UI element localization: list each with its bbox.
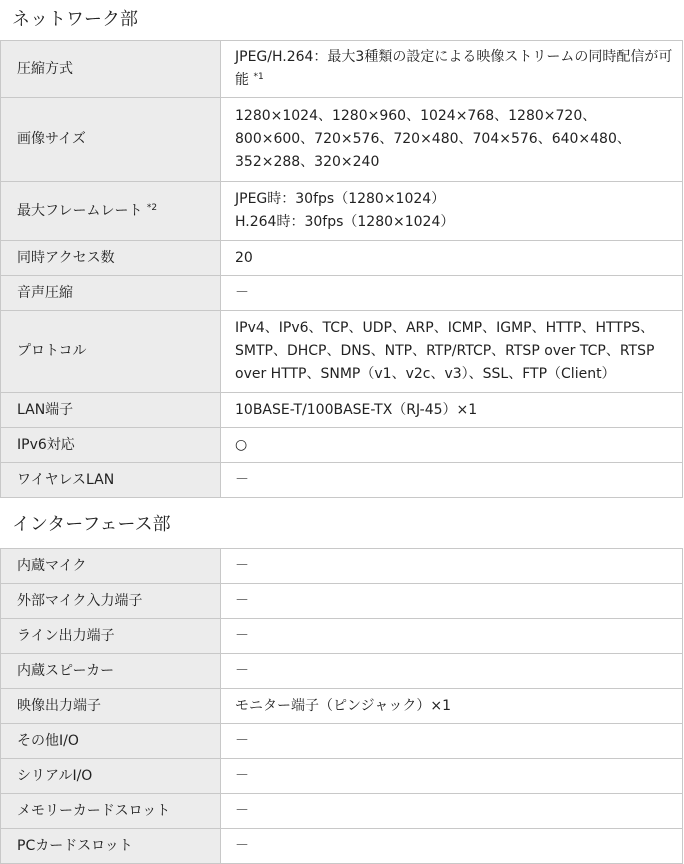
table-row bbox=[1, 654, 683, 689]
section-title-network: ネットワーク部 bbox=[12, 9, 138, 30]
row-label: シリアルI/O bbox=[1, 759, 221, 794]
row-label: ライン出力端子 bbox=[1, 619, 221, 654]
table-row bbox=[1, 794, 683, 829]
row-label: 音声圧縮 bbox=[1, 276, 221, 311]
table-row bbox=[1, 584, 683, 619]
value-line: JPEG時：30fps（1280×1024） bbox=[235, 191, 446, 207]
row-label: 同時アクセス数 bbox=[1, 241, 221, 276]
row-label: PCカードスロット bbox=[1, 829, 221, 864]
row-value: IPv4、IPv6、TCP、UDP、ARP、ICMP、IGMP、HTTP、HTTPS、SMTP、DHCP、DNS、NTP、RTP/RTCP、RTSP over TCP、RTSP over HTTP、SNMP（v1、v2c、v3）、SSL、FTP（Client） bbox=[221, 311, 683, 393]
footnote-marker: *2 bbox=[146, 202, 158, 213]
table-row bbox=[1, 98, 683, 182]
value-line: H.264時：30fps（1280×1024） bbox=[235, 214, 455, 230]
row-value: － bbox=[221, 794, 683, 829]
row-label: 画像サイズ bbox=[1, 98, 221, 182]
circle-mark-icon: ○ bbox=[235, 436, 248, 453]
row-label: 最大フレームレート $^{*2}$ bbox=[1, 182, 221, 241]
section-title-interface: インターフェース部 bbox=[12, 514, 171, 535]
table-row bbox=[1, 759, 683, 794]
table-row bbox=[1, 241, 683, 276]
table-row bbox=[1, 276, 683, 311]
row-label: 内蔵スピーカー bbox=[1, 654, 221, 689]
row-label: その他I/O bbox=[1, 724, 221, 759]
row-value bbox=[221, 182, 683, 241]
row-value: － bbox=[221, 549, 683, 584]
row-value: － bbox=[221, 829, 683, 864]
row-label: プロトコル bbox=[1, 311, 221, 393]
row-value: － bbox=[221, 463, 683, 498]
table-row bbox=[1, 393, 683, 428]
row-value: － bbox=[221, 276, 683, 311]
table-row bbox=[1, 724, 683, 759]
table-row bbox=[1, 689, 683, 724]
table-row bbox=[1, 428, 683, 463]
row-label: IPv6対応 bbox=[1, 428, 221, 463]
table-row bbox=[1, 311, 683, 393]
row-value: モニター端子（ピンジャック）×1 bbox=[221, 689, 683, 724]
network-spec-table bbox=[0, 40, 683, 498]
row-value: － bbox=[221, 584, 683, 619]
row-value: 20 bbox=[221, 241, 683, 276]
row-value: 10BASE-T/100BASE-TX（RJ-45）×1 bbox=[221, 393, 683, 428]
table-row bbox=[1, 182, 683, 241]
table-row bbox=[1, 829, 683, 864]
row-label: メモリーカードスロット bbox=[1, 794, 221, 829]
row-value bbox=[221, 428, 683, 463]
row-value: JPEG/H.264：最大3種類の設定による映像ストリームの同時配信が可能 $^{*1}$ bbox=[221, 41, 683, 98]
table-row bbox=[1, 41, 683, 98]
row-label: 内蔵マイク bbox=[1, 549, 221, 584]
row-value: － bbox=[221, 759, 683, 794]
interface-spec-table bbox=[0, 548, 683, 864]
row-value: － bbox=[221, 619, 683, 654]
table-row bbox=[1, 619, 683, 654]
row-label: 映像出力端子 bbox=[1, 689, 221, 724]
row-value: 1280×1024、1280×960、1024×768、1280×720、800×600、720×576、720×480、704×576、640×480、352×288、320×240 bbox=[221, 98, 683, 182]
row-label: LAN端子 bbox=[1, 393, 221, 428]
row-value: － bbox=[221, 654, 683, 689]
footnote-marker: *1 bbox=[253, 72, 264, 82]
row-label: ワイヤレスLAN bbox=[1, 463, 221, 498]
row-value: － bbox=[221, 724, 683, 759]
row-label: 外部マイク入力端子 bbox=[1, 584, 221, 619]
table-row bbox=[1, 463, 683, 498]
table-row bbox=[1, 549, 683, 584]
row-label: 圧縮方式 bbox=[1, 41, 221, 98]
